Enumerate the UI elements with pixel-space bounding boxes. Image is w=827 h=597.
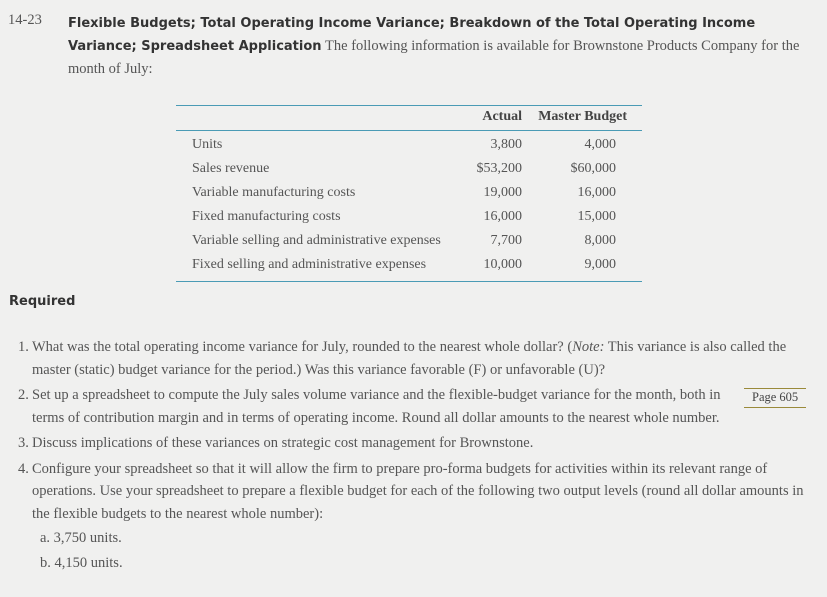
table-row [176, 253, 642, 277]
actual-value: 7,700 [490, 233, 522, 248]
requirement-text-before: What was the total operating income variance for July, rounded to the nearest whole dollar? ( [32, 339, 573, 355]
requirement-number: 1. [18, 339, 29, 355]
actual-value: 16,000 [483, 209, 522, 224]
requirement-number: 4. [18, 460, 29, 477]
master-value: 16,000 [577, 185, 616, 200]
column-header-actual: Actual [482, 109, 522, 124]
requirement-item-2 [18, 384, 808, 429]
data-table [176, 105, 642, 282]
sub-item-a: a. 3,750 units. [40, 530, 122, 546]
master-value: $60,000 [570, 161, 616, 176]
actual-value: 3,800 [490, 137, 522, 152]
requirement-item-4 [18, 458, 808, 575]
row-label: Sales revenue [192, 161, 270, 176]
problem-intro-text: The following information is available for Brownstone Products Company for the month of July: [68, 38, 800, 77]
requirement-number: 2. [18, 387, 29, 403]
master-value: 9,000 [584, 257, 616, 272]
table-row [176, 181, 642, 205]
page-marker: Page 605 [744, 388, 806, 408]
problem-number: 14-23 [8, 12, 42, 28]
table-row [176, 157, 642, 181]
master-value: 4,000 [584, 137, 616, 152]
requirement-text-after: This variance is also called the master (static) budget variance for the period.) Was this variance favorable (F) or unfavorable (U)? [32, 339, 787, 378]
master-value: 15,000 [577, 209, 616, 224]
requirement-number: 3. [18, 435, 29, 451]
actual-value: 10,000 [483, 257, 522, 272]
table-row [176, 229, 642, 253]
row-label: Units [192, 137, 223, 152]
row-label: Variable manufacturing costs [192, 185, 356, 200]
requirement-text: Set up a spreadsheet to compute the July sales volume variance and the flexible-budget variance for the month, both in terms of contribution margin and in terms of operating income. Round all dollar amounts to the nearest whole number. [32, 387, 721, 426]
column-header-master-budget: Master Budget [538, 109, 627, 124]
actual-value: $53,200 [476, 161, 522, 176]
problem-title: Flexible Budgets; Total Operating Income Variance; Breakdown of the Total Operating Income Variance; Spreadsheet Application [68, 16, 756, 54]
requirement-text: Discuss implications of these variances on strategic cost management for Brownstone. [32, 435, 534, 451]
requirement-item-3 [18, 432, 808, 455]
master-value: 8,000 [584, 233, 616, 248]
requirement-item-1 [18, 336, 808, 381]
actual-value: 19,000 [483, 185, 522, 200]
note-label: Note: [572, 339, 605, 355]
problem-heading [68, 12, 818, 81]
sub-item-b: b. 4,150 units. [40, 554, 123, 571]
table-body [176, 131, 642, 281]
row-label: Fixed manufacturing costs [192, 209, 341, 224]
requirement-text: Configure your spreadsheet so that it will allow the firm to prepare pro-forma budgets for activities within its relevant range of operations. Use your spreadsheet to prepare a flexible budget for each of the following two output levels (round all dollar amounts in the flexible budgets to the nearest whole number): [32, 460, 804, 522]
requirements-list [18, 336, 808, 577]
table-row [176, 205, 642, 229]
required-heading: Required [9, 294, 76, 309]
table-row [176, 133, 642, 157]
row-label: Fixed selling and administrative expenses [192, 257, 427, 272]
row-label: Variable selling and administrative expenses [192, 233, 441, 248]
table-header [176, 106, 642, 131]
